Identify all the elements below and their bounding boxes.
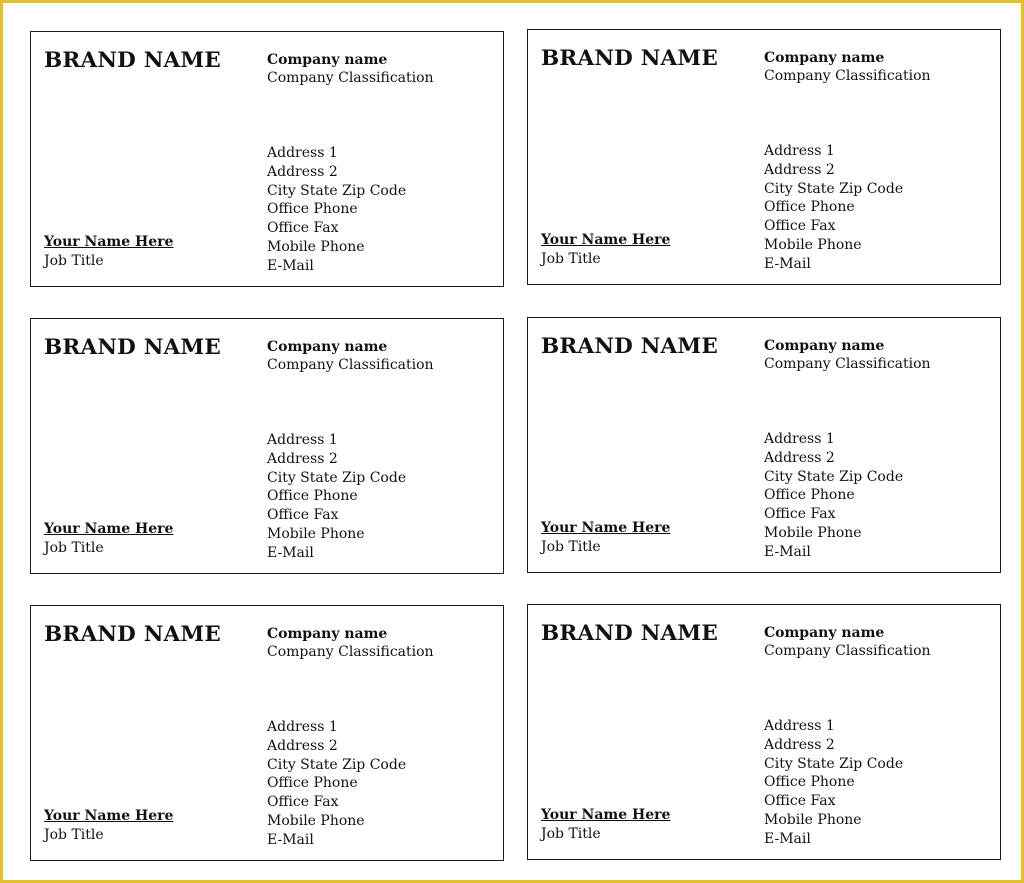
city-state-zip: City State Zip Code xyxy=(267,182,407,199)
address-line-2: Address 2 xyxy=(764,736,835,753)
address-line-1: Address 1 xyxy=(764,718,835,734)
email: E-Mail xyxy=(764,830,811,847)
company-name: Company name xyxy=(764,625,885,641)
email: E-Mail xyxy=(764,255,811,272)
mobile-phone: Mobile Phone xyxy=(764,811,862,828)
job-title: Job Title xyxy=(44,827,104,843)
city-state-zip: City State Zip Code xyxy=(764,468,904,485)
job-title: Job Title xyxy=(541,539,601,555)
address-line-1: Address 1 xyxy=(764,431,835,447)
person-name: Your Name Here xyxy=(541,232,671,248)
city-state-zip: City State Zip Code xyxy=(267,756,407,773)
address-line-1: Address 1 xyxy=(267,145,338,161)
company-name: Company name xyxy=(267,339,388,355)
mobile-phone: Mobile Phone xyxy=(764,236,862,253)
address-line-2: Address 2 xyxy=(267,163,338,180)
company-classification: Company Classification xyxy=(267,70,434,86)
company-name: Company name xyxy=(764,50,885,66)
company-name: Company name xyxy=(764,338,885,354)
address-line-2: Address 2 xyxy=(764,161,835,178)
person-name: Your Name Here xyxy=(541,807,671,823)
office-fax: Office Fax xyxy=(267,220,339,237)
address-line-2: Address 2 xyxy=(267,737,338,754)
brand-name: BRAND NAME xyxy=(44,48,222,73)
job-title: Job Title xyxy=(541,251,601,267)
company-classification: Company Classification xyxy=(764,643,931,659)
job-title: Job Title xyxy=(44,540,104,556)
office-fax: Office Fax xyxy=(267,794,339,811)
person-name: Your Name Here xyxy=(44,808,174,824)
contact-details xyxy=(764,142,903,274)
mobile-phone: Mobile Phone xyxy=(267,812,365,829)
office-fax: Office Fax xyxy=(764,506,836,523)
contact-details xyxy=(267,431,406,563)
email: E-Mail xyxy=(267,257,314,274)
business-card-3 xyxy=(30,318,504,574)
job-title: Job Title xyxy=(44,253,104,269)
office-phone: Office Phone xyxy=(764,199,855,216)
office-fax: Office Fax xyxy=(764,793,836,810)
company-classification: Company Classification xyxy=(267,644,434,660)
office-phone: Office Phone xyxy=(267,201,358,218)
business-card-1 xyxy=(30,31,504,287)
office-phone: Office Phone xyxy=(764,774,855,791)
brand-name: BRAND NAME xyxy=(44,335,222,360)
business-card-6 xyxy=(527,604,1001,860)
brand-name: BRAND NAME xyxy=(44,622,222,647)
office-phone: Office Phone xyxy=(267,488,358,505)
business-card-2 xyxy=(527,29,1001,285)
mobile-phone: Mobile Phone xyxy=(267,238,365,255)
company-name: Company name xyxy=(267,626,388,642)
person-name: Your Name Here xyxy=(44,521,174,537)
office-fax: Office Fax xyxy=(267,507,339,524)
brand-name: BRAND NAME xyxy=(541,621,719,646)
person-name: Your Name Here xyxy=(44,234,174,250)
city-state-zip: City State Zip Code xyxy=(267,469,407,486)
city-state-zip: City State Zip Code xyxy=(764,755,904,772)
contact-details xyxy=(764,430,903,562)
business-card-4 xyxy=(527,317,1001,573)
person-name: Your Name Here xyxy=(541,520,671,536)
address-line-2: Address 2 xyxy=(764,449,835,466)
address-line-1: Address 1 xyxy=(764,143,835,159)
company-classification: Company Classification xyxy=(764,68,931,84)
business-card-5 xyxy=(30,605,504,861)
address-line-1: Address 1 xyxy=(267,719,338,735)
mobile-phone: Mobile Phone xyxy=(764,524,862,541)
contact-details xyxy=(267,718,406,850)
city-state-zip: City State Zip Code xyxy=(764,180,904,197)
address-line-2: Address 2 xyxy=(267,450,338,467)
brand-name: BRAND NAME xyxy=(541,334,719,359)
email: E-Mail xyxy=(267,831,314,848)
company-classification: Company Classification xyxy=(764,356,931,372)
email: E-Mail xyxy=(267,544,314,561)
brand-name: BRAND NAME xyxy=(541,46,719,71)
office-phone: Office Phone xyxy=(267,775,358,792)
office-phone: Office Phone xyxy=(764,487,855,504)
contact-details xyxy=(267,144,406,276)
mobile-phone: Mobile Phone xyxy=(267,525,365,542)
contact-details xyxy=(764,717,903,849)
office-fax: Office Fax xyxy=(764,218,836,235)
email: E-Mail xyxy=(764,543,811,560)
company-classification: Company Classification xyxy=(267,357,434,373)
company-name: Company name xyxy=(267,52,388,68)
job-title: Job Title xyxy=(541,826,601,842)
address-line-1: Address 1 xyxy=(267,432,338,448)
